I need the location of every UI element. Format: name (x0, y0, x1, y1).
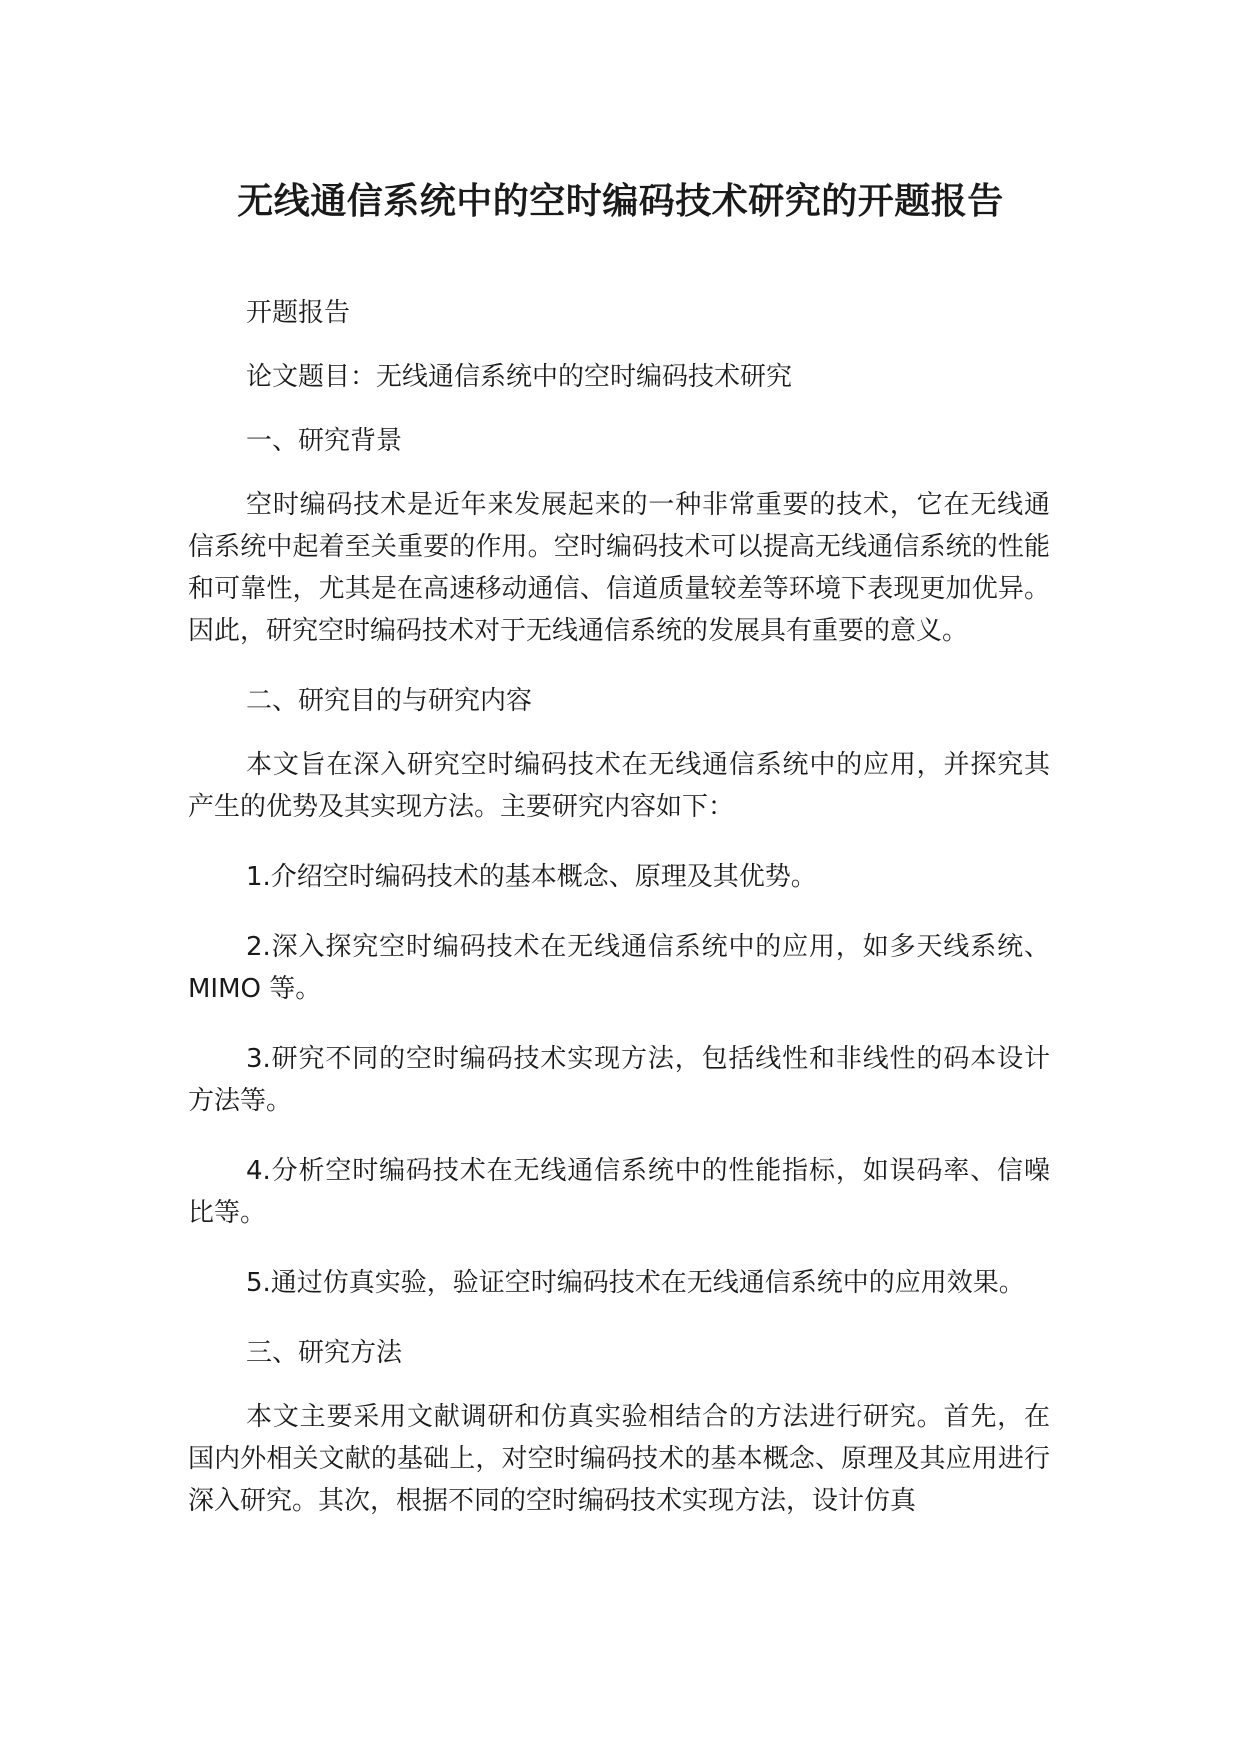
section-label-report: 开题报告 (246, 298, 351, 328)
document-body (188, 292, 1050, 1550)
list-item-3: 3.研究不同的空时编码技术实现方法，包括线性和非线性的码本设计方法等。 (188, 1044, 1050, 1116)
section-heading-purpose: 二、研究目的与研究内容 (246, 686, 533, 716)
section-heading-method: 三、研究方法 (246, 1338, 403, 1368)
document-title: 无线通信系统中的空时编码技术研究的开题报告 (237, 181, 1004, 222)
thesis-title-line: 论文题目：无线通信系统中的空时编码技术研究 (246, 362, 793, 392)
list-item-1: 1.介绍空时编码技术的基本概念、原理及其优势。 (246, 862, 817, 892)
list-item-5: 5.通过仿真实验，验证空时编码技术在无线通信系统中的应用效果。 (246, 1268, 1025, 1298)
paragraph-background: 空时编码技术是近年来发展起来的一种非常重要的技术，它在无线通信系统中起着至关重要的作用。空时编码技术可以提高无线通信系统的性能和可靠性，尤其是在高速移动通信、信道质量较差等环境下表现更加优异。因此，研究空时编码技术对于无线通信系统的发展具有重要的意义。 (188, 490, 1050, 646)
list-item-2: 2.深入探究空时编码技术在无线通信系统中的应用，如多天线系统、MIMO 等。 (188, 932, 1050, 1004)
paragraph-purpose: 本文旨在深入研究空时编码技术在无线通信系统中的应用，并探究其产生的优势及其实现方法。主要研究内容如下： (188, 750, 1050, 822)
section-heading-background: 一、研究背景 (246, 426, 403, 456)
list-item-4: 4.分析空时编码技术在无线通信系统中的性能指标，如误码率、信噪比等。 (188, 1156, 1050, 1228)
paragraph-method: 本文主要采用文献调研和仿真实验相结合的方法进行研究。首先，在国内外相关文献的基础上，对空时编码技术的基本概念、原理及其应用进行深入研究。其次，根据不同的空时编码技术实现方法，设计仿真 (188, 1402, 1050, 1516)
